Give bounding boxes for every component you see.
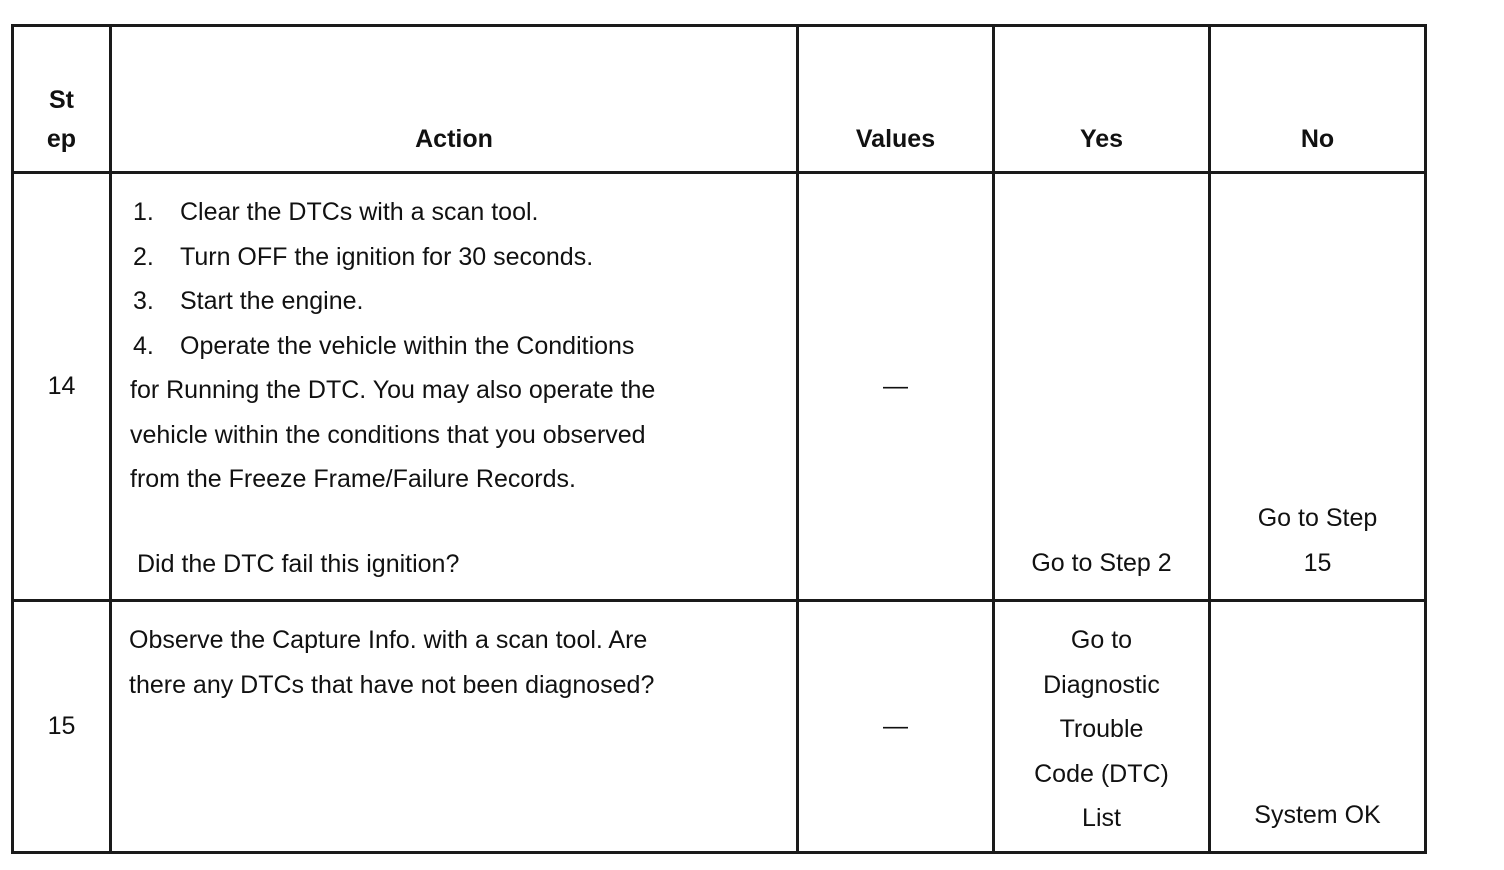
values-cell: — (798, 601, 994, 853)
step-number: 15 (13, 601, 111, 853)
action-continuation-line: for Running the DTC. You may also operate the (130, 376, 656, 404)
values-cell: — (798, 173, 994, 601)
diagnostic-table (11, 24, 1427, 854)
action-cell (111, 601, 798, 853)
action-line: Observe the Capture Info. with a scan tool. Are (129, 626, 648, 654)
list-text: Clear the DTCs with a scan tool. (180, 198, 539, 226)
list-text: Start the engine. (180, 287, 364, 315)
yes-cell: Go to Step 2 (994, 173, 1210, 601)
header-step (13, 26, 111, 173)
yes-line: List (1082, 804, 1121, 832)
no-line: 15 (1303, 548, 1332, 577)
header-no: No (1210, 26, 1426, 173)
header-yes: Yes (994, 26, 1210, 173)
header-step-line-2: ep (46, 125, 77, 153)
list-number: 3. (133, 287, 154, 315)
header-step-line-1: St (49, 86, 74, 114)
action-list-item (130, 279, 786, 324)
action-list-item (130, 324, 786, 369)
table-row (13, 173, 1426, 601)
no-line: Go to Step (1257, 504, 1378, 532)
action-list-item (130, 190, 786, 235)
yes-line: Trouble (1059, 715, 1144, 743)
action-list-item (130, 235, 786, 280)
step-number: 14 (13, 173, 111, 601)
action-question: Did the DTC fail this ignition? (137, 549, 460, 578)
action-line: there any DTCs that have not been diagnosed? (129, 670, 655, 699)
list-number: 1. (133, 198, 154, 226)
list-text: Turn OFF the ignition for 30 seconds. (180, 242, 594, 271)
action-cell (111, 173, 798, 601)
yes-line: Diagnostic (1043, 670, 1160, 699)
action-continuation-line: vehicle within the conditions that you observed (130, 420, 646, 449)
list-number: 4. (133, 331, 154, 360)
yes-line: Code (DTC) (1034, 759, 1169, 788)
table-row (13, 601, 1426, 853)
no-cell: System OK (1210, 601, 1426, 853)
table-header-row (13, 26, 1426, 173)
list-text: Operate the vehicle within the Conditions (180, 331, 635, 360)
yes-line: Go to (1070, 626, 1133, 654)
no-cell (1210, 173, 1426, 601)
yes-cell (994, 601, 1210, 853)
header-action: Action (111, 26, 798, 173)
header-values: Values (798, 26, 994, 173)
list-number: 2. (133, 242, 154, 271)
action-continuation-line: from the Freeze Frame/Failure Records. (130, 465, 576, 493)
